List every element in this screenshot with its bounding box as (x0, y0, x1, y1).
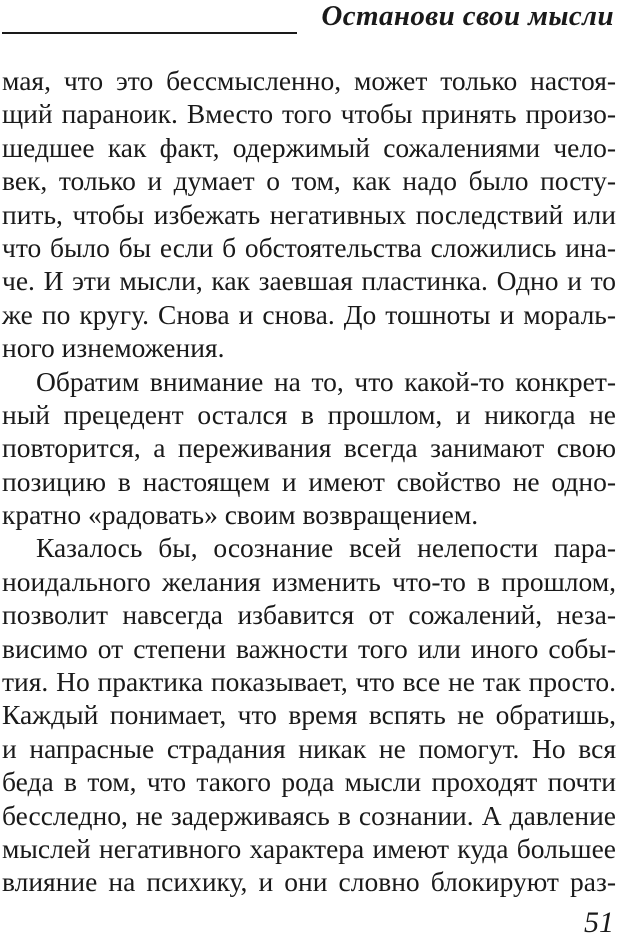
text-line: и напрасные страдания никак не помогут. Но вся (2, 732, 616, 764)
paragraph (2, 64, 616, 365)
running-title: Останови свои мысли (321, 0, 614, 32)
text-line: Обратим внимание на то, что какой-то конкрет- (36, 365, 616, 397)
page-header (0, 0, 620, 40)
text-line: же по кругу. Снова и снова. До тошноты и мораль- (2, 298, 616, 330)
paragraph (2, 531, 616, 898)
text-line: пить, чтобы избежать негативных последствий или (2, 198, 616, 230)
text-line: кратно «радовать» своим возвращением. (2, 499, 479, 531)
text-line: мая, что это бессмысленно, может только настоя- (2, 65, 616, 96)
header-rule (2, 32, 297, 34)
text-line: бесследно, не задерживаясь в сознании. А давление (2, 799, 616, 831)
text-line: щий параноик. Вместо того чтобы принять произо- (2, 98, 616, 130)
text-line: Казалось бы, осознание всей нелепости пара- (36, 532, 616, 564)
page-number: 51 (584, 906, 614, 939)
text-line: что было бы если б обстоятельства сложились ина- (2, 231, 616, 263)
text-line: висимо от степени важности того или иного собы- (2, 632, 616, 664)
text-line: век, только и думает о том, как надо было посту- (2, 165, 616, 197)
body-text (2, 64, 616, 899)
text-line: повторится, а переживания всегда занимают свою (2, 432, 616, 464)
text-line: позволит навсегда избавится от сожалений, неза- (2, 599, 616, 631)
text-line: мыслей негативного характера имеют куда большее (2, 832, 616, 864)
text-line: Каждый понимает, что время вспять не обратишь, (2, 699, 616, 731)
text-line: позицию в настоящем и имеют свойство не одно- (2, 465, 616, 497)
text-line: влияние на психику, и они словно блокируют раз- (2, 866, 616, 898)
paragraph (2, 365, 616, 532)
text-line: шедшее как факт, одержимый сожалениями чело- (2, 131, 616, 163)
text-line: беда в том, что такого рода мысли проходят почти (2, 766, 616, 798)
text-line: ноидального желания изменить что-то в прошлом, (2, 565, 616, 597)
text-line: ного изнеможения. (2, 332, 225, 364)
text-line: тия. Но практика показывает, что все не так просто. (2, 666, 616, 698)
text-line: ный прецедент остался в прошлом, и никогда не (2, 398, 616, 430)
text-line: че. И эти мысли, как заевшая пластинка. Одно и то (2, 265, 616, 297)
